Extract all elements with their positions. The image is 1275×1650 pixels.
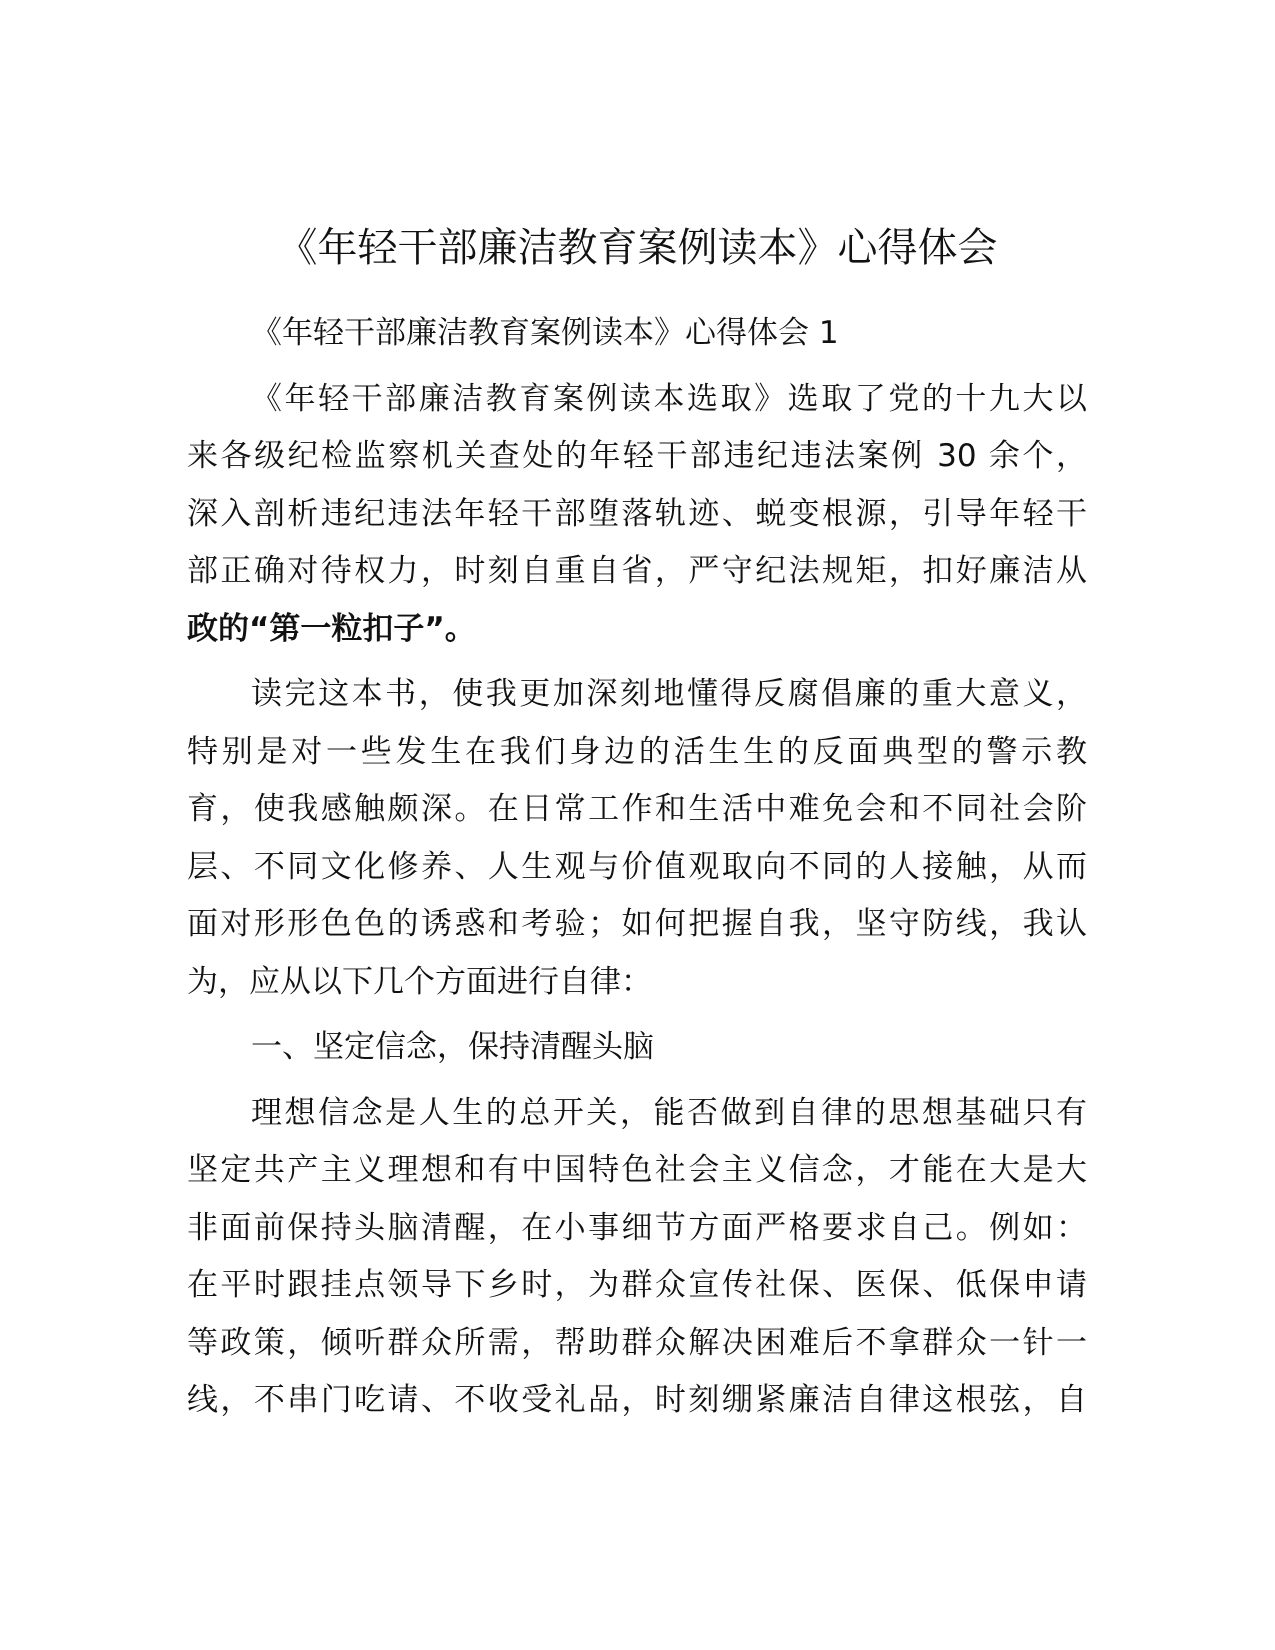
paragraph-gap (187, 1077, 1087, 1085)
paragraph-line: 部正确对待权力，时刻自重自省，严守纪法规矩，扣好廉洁从 (187, 553, 1087, 589)
paragraph-line: 政的“第一粒扣子”。 (187, 610, 476, 647)
paragraph-3 (187, 1019, 1087, 1077)
paragraph-line: 读完这本书，使我更加深刻地懂得反腐倡廉的重大意义， (251, 676, 1087, 712)
paragraph-2 (187, 666, 1087, 1011)
paragraph-line: 理想信念是人生的总开关，能否做到自律的思想基础只有 (251, 1094, 1087, 1131)
section-heading: 《年轻干部廉洁教育案例读本》心得体会 1 (251, 315, 839, 351)
paragraph-line: 线，不串门吃请、不收受礼品，时刻绷紧廉洁自律这根弦，自 (187, 1382, 1087, 1418)
paragraph-line: 坚定共产主义理想和有中国特色社会主义信念，才能在大是大 (187, 1152, 1087, 1188)
paragraph-gap (187, 363, 1087, 371)
paragraph-heading-line: 一、坚定信念，保持清醒头脑 (251, 1029, 654, 1065)
paragraph-line: 深入剖析违纪违法年轻干部堕落轨迹、蜕变根源，引导年轻干 (187, 495, 1087, 532)
document-title: 《年轻干部廉洁教育案例读本》心得体会 (277, 225, 998, 271)
paragraph-line: 《年轻干部廉洁教育案例读本选取》选取了党的十九大以 (251, 380, 1087, 417)
paragraph-line: 在平时跟挂点领导下乡时，为群众宣传社保、医保、低保申请 (187, 1267, 1087, 1303)
paragraph-line: 特别是对一些发生在我们身边的活生生的反面典型的警示教 (187, 733, 1087, 770)
paragraph-line: 面对形形色色的诱惑和考验；如何把握自我，坚守防线，我认 (187, 906, 1087, 942)
document-body (187, 305, 1087, 1430)
paragraph-line: 来各级纪检监察机关查处的年轻干部违纪违法案例 30 余个， (187, 438, 1087, 474)
paragraph-line: 为，应从以下几个方面进行自律： (187, 963, 652, 1000)
paragraph-1 (187, 371, 1087, 659)
paragraph-gap (187, 658, 1087, 666)
paragraph-line: 育，使我感触颇深。在日常工作和生活中难免会和不同社会阶 (187, 791, 1087, 827)
paragraph-line: 非面前保持头脑清醒，在小事细节方面严格要求自己。例如： (187, 1209, 1087, 1246)
paragraph-4 (187, 1085, 1087, 1430)
paragraph-line: 层、不同文化修养、人生观与价值观取向不同的人接触，从而 (187, 848, 1087, 885)
paragraph-line: 等政策，倾听群众所需，帮助群众解决困难后不拿群众一针一 (187, 1324, 1087, 1361)
paragraph-gap (187, 1011, 1087, 1019)
